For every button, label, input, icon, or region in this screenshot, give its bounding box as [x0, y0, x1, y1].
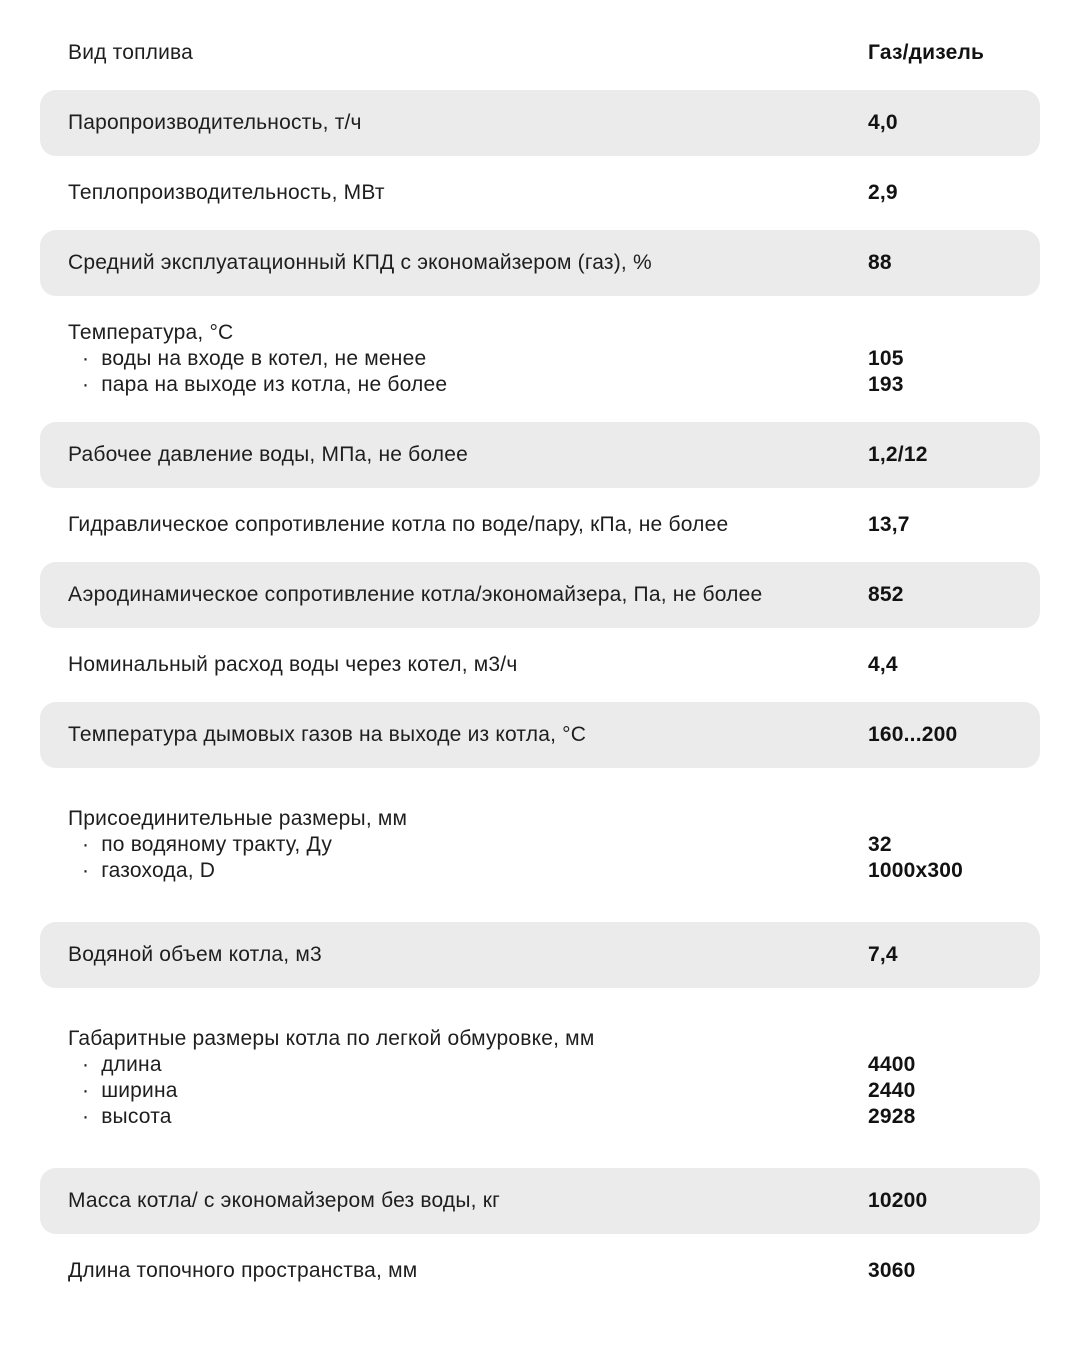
bullet-icon: ·: [82, 373, 90, 396]
sub-item-value: 1000x300: [868, 859, 964, 882]
sub-item: [68, 372, 868, 398]
sub-item-value: 2440: [868, 1079, 916, 1102]
table-row-steam-output: [40, 90, 1040, 156]
row-value: 4,0: [868, 111, 898, 134]
row-label: Длина топочного пространства, мм: [68, 1259, 418, 1282]
row-label: Аэродинамическое сопротивление котла/экономайзера, Па, не более: [68, 583, 763, 606]
sub-item-label: длина: [101, 1053, 162, 1076]
row-value: 2,9: [868, 181, 898, 204]
row-value: 1,2/12: [868, 443, 928, 466]
table-row-temperature: [40, 300, 1040, 418]
table-row-overall-dimensions: [40, 992, 1040, 1164]
row-label: Рабочее давление воды, МПа, не более: [68, 443, 469, 466]
sub-item: [68, 1052, 868, 1078]
row-label: Водяной объем котла, м3: [68, 943, 322, 966]
table-row-connection-sizes: [40, 772, 1040, 918]
sub-item-value: 4400: [868, 1053, 916, 1076]
sub-item-label: пара на выходе из котла, не более: [101, 373, 448, 396]
table-row-heat-output: [40, 160, 1040, 226]
sub-item-label: газохода, D: [101, 859, 216, 882]
row-label: Температура дымовых газов на выходе из котла, °С: [68, 723, 587, 746]
table-row-hydraulic-resistance: [40, 492, 1040, 558]
bullet-icon: ·: [82, 1079, 90, 1102]
sub-item-value: 2928: [868, 1105, 916, 1128]
bullet-icon: ·: [82, 347, 90, 370]
bullet-icon: ·: [82, 833, 90, 856]
sub-item-label: высота: [101, 1105, 172, 1128]
table-row-water-volume: [40, 922, 1040, 988]
sub-item-label: ширина: [101, 1079, 178, 1102]
row-value: 13,7: [868, 513, 910, 536]
bullet-icon: ·: [82, 859, 90, 882]
table-row-flue-gas-temperature: [40, 702, 1040, 768]
row-value: 3060: [868, 1259, 916, 1282]
row-value: Газ/дизель: [868, 41, 985, 64]
bullet-icon: ·: [82, 1053, 90, 1076]
row-value: 7,4: [868, 943, 898, 966]
table-row-aerodynamic-resistance: [40, 562, 1040, 628]
row-label: Средний эксплуатационный КПД с экономайзером (газ), %: [68, 251, 652, 274]
row-value: 4,4: [868, 653, 898, 676]
sub-item: [68, 346, 868, 372]
table-row-efficiency: [40, 230, 1040, 296]
sub-item-label: воды на входе в котел, не менее: [101, 347, 427, 370]
row-value: 852: [868, 583, 904, 606]
sub-item: [68, 858, 868, 884]
sub-item: [68, 1104, 868, 1130]
row-label: Теплопроизводительность, МВт: [68, 181, 385, 204]
bullet-icon: ·: [82, 1105, 90, 1128]
row-label: Вид топлива: [68, 41, 194, 64]
value-spacer: [868, 1026, 1012, 1052]
table-row-boiler-mass: [40, 1168, 1040, 1234]
row-label: Паропроизводительность, т/ч: [68, 111, 362, 134]
sub-item-value: 105: [868, 347, 904, 370]
sub-item: [68, 832, 868, 858]
row-label: Масса котла/ с экономайзером без воды, кг: [68, 1189, 500, 1212]
row-label: Габаритные размеры котла по легкой обмуровке, мм: [68, 1027, 595, 1050]
row-label: Температура, °С: [68, 321, 234, 344]
row-value: 160...200: [868, 723, 958, 746]
table-row-furnace-length: [40, 1238, 1040, 1304]
table-row-working-pressure: [40, 422, 1040, 488]
row-label: Номинальный расход воды через котел, м3/ч: [68, 653, 518, 676]
sub-item-value: 32: [868, 833, 892, 856]
value-spacer: [868, 806, 1012, 832]
sub-item: [68, 1078, 868, 1104]
sub-item-label: по водяному тракту, Ду: [101, 833, 333, 856]
row-label: Гидравлическое сопротивление котла по воде/пару, кПа, не более: [68, 513, 729, 536]
table-row-fuel-type: [40, 20, 1040, 86]
sub-item-value: 193: [868, 373, 904, 396]
table-row-nominal-water-flow: [40, 632, 1040, 698]
row-value: 10200: [868, 1189, 928, 1212]
row-label: Присоединительные размеры, мм: [68, 807, 408, 830]
value-spacer: [868, 320, 1012, 346]
row-value: 88: [868, 251, 892, 274]
